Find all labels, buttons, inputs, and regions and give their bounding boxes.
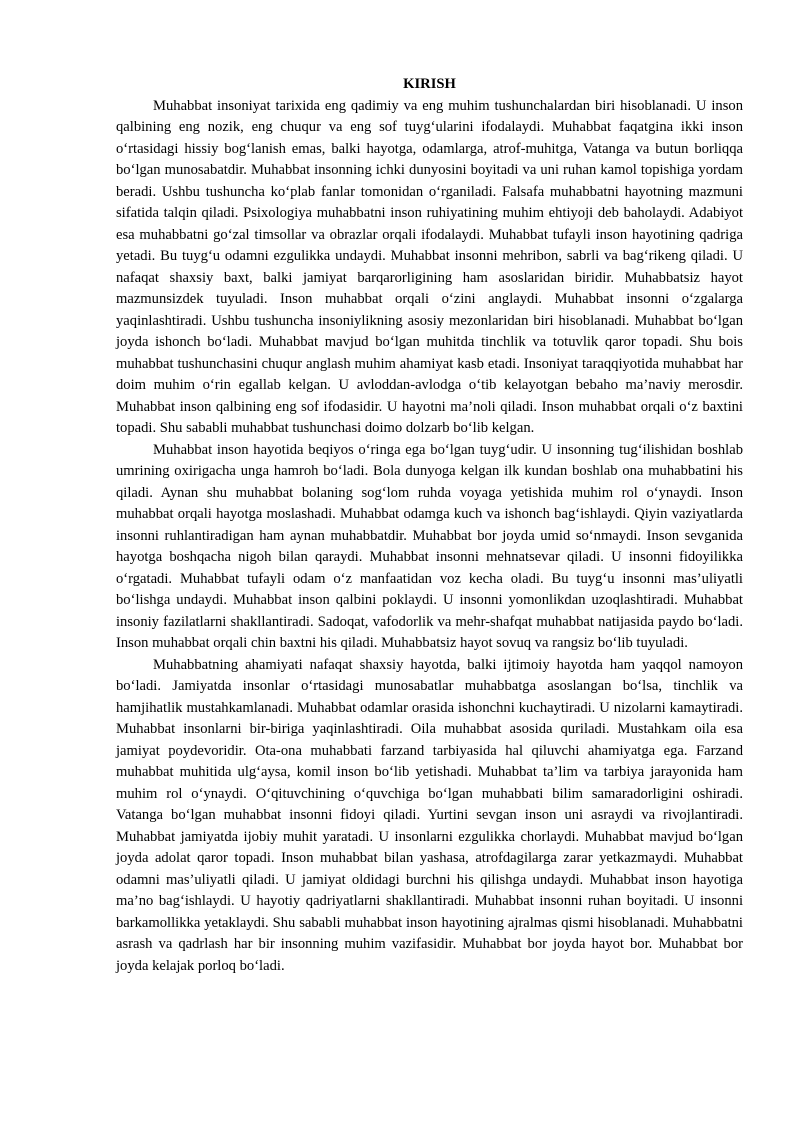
document-page (116, 74, 743, 977)
paragraph-3: Muhabbatning ahamiyati nafaqat shaxsiy hayotda, balki ijtimoiy hayotda ham yaqqol namoyon bo‘ladi. Jamiyatda insonlar o‘rtasidagi munosabatlar muhabbatga asoslangan bo‘lsa, tinchlik va hamjihatlik mustahkamlanadi. Muhabbat odamlar orasida ishonchni kuchaytiradi. U nizolarni kamaytiradi. Muhabbat insonlarni bir-biriga yaqinlashtiradi. Oila muhabbat asosida quriladi. Mustahkam oila esa jamiyat poydevoridir. Ota-ona muhabbati farzand tarbiyasida hal qiluvchi ahamiyatga ega. Farzand muhabbat muhitida ulg‘aysa, komil inson bo‘lib yetishadi. Muhabbat ta’lim va tarbiya jarayonida ham muhim rol o‘ynaydi. O‘qituvchining o‘quvchiga bo‘lgan muhabbati bilim samaradorligini oshiradi. Vatanga bo‘lgan muhabbat insonni fidoyi qiladi. Yurtini sevgan inson uni asraydi va rivojlantiradi. Muhabbat jamiyatda ijobiy muhit yaratadi. U insonlarni ezgulikka chorlaydi. Muhabbat mavjud bo‘lgan joyda adolat qaror topadi. Inson muhabbat bilan yashasa, atrofdagilarga zarar yetkazmaydi. Muhabbat odamni mas’uliyatli qiladi. U jamiyat oldidagi burchni his qilishga undaydi. Muhabbat inson hayotiga ma’no bag‘ishlaydi. U hayotiy qadriyatlarni shakllantiradi. Muhabbat insonni ruhan boyitadi. U insonni barkamollikka yetaklaydi. Shu sababli muhabbat inson hayotining ajralmas qismi hisoblanadi. Muhabbatni asrash va qadrlash har bir insonning muhim vazifasidir. Muhabbat bor joyda hayot bor. Muhabbat bor joyda kelajak porloq bo‘ladi. (116, 656, 743, 974)
document-title: KIRISH (403, 76, 456, 92)
paragraph-2: Muhabbat inson hayotida beqiyos o‘ringa ega bo‘lgan tuyg‘udir. U insonning tug‘ilishidan boshlab umrining oxirigacha unga hamroh bo‘ladi. Bola dunyoga kelgan ilk kundan boshlab ona muhabbatini his qiladi. Aynan shu muhabbat bolaning sog‘lom ruhda voyaga yetishida muhim rol o‘ynaydi. Inson muhabbat orqali hayotga moslashadi. Muhabbat odamga kuch va ishonch bag‘ishlaydi. Qiyin vaziyatlarda insonni ruhlantiradigan ham aynan muhabbatdir. Muhabbat bor joyda umid so‘nmaydi. Inson sevganida hayotga boshqacha nigoh bilan qaraydi. Muhabbat insonni mehnatsevar qiladi. U insonni fidoyilikka o‘rgatadi. Muhabbat tufayli odam o‘z manfaatidan voz kecha oladi. Bu tuyg‘u insonni mas’uliyatli bo‘lishga undaydi. Muhabbat inson qalbini poklaydi. U insonni yomonlikdan uzoqlashtiradi. Muhabbat insoniy fazilatlarni shakllantiradi. Sadoqat, vafodorlik va mehr-shafqat muhabbat natijasida paydo bo‘ladi. Inson muhabbat orqali chin baxtni his qiladi. Muhabbatsiz hayot sovuq va rangsiz bo‘lib tuyuladi. (116, 441, 743, 651)
paragraph-1: Muhabbat insoniyat tarixida eng qadimiy va eng muhim tushunchalardan biri hisoblanadi. U inson qalbining eng nozik, eng chuqur va eng sof tuyg‘ularini ifodalaydi. Muhabbat faqatgina ikki inson o‘rtasidagi hissiy bog‘lanish emas, balki hayotga, odamlarga, atrof-muhitga, Vatanga va butun borliqqa bo‘lgan munosabatdir. Muhabbat insonning ichki dunyosini boyitadi va uni ruhan kamol topishiga yordam beradi. Ushbu tushuncha ko‘plab fanlar tomonidan o‘rganiladi. Falsafa muhabbatni hayotning mazmuni sifatida talqin qiladi. Psixologiya muhabbatni inson ruhiyatining muhim ehtiyoji deb baholaydi. Adabiyot esa muhabbatni go‘zal timsollar va obrazlar orqali ifodalaydi. Muhabbat tufayli inson hayotining qadriga yetadi. Bu tuyg‘u odamni ezgulikka undaydi. Muhabbat insonni mehribon, sabrli va bag‘rikeng qiladi. U nafaqat shaxsiy baxt, balki jamiyat barqarorligining ham asoslaridan biridir. Muhabbatsiz hayot mazmunsizdek tuyuladi. Inson muhabbat orqali o‘zini anglaydi. Muhabbat insonni o‘zgalarga yaqinlashtiradi. Ushbu tushuncha insoniylikning asosiy mezonlaridan biri hisoblanadi. Muhabbat bo‘lgan joyda ishonch bo‘ladi. Muhabbat mavjud bo‘lgan muhitda tinchlik va totuvlik qaror topadi. Shu bois muhabbat tushunchasini chuqur anglash muhim ahamiyat kasb etadi. Insoniyat taraqqiyotida muhabbat har doim muhim o‘rin egallab kelgan. U avloddan-avlodga o‘tib kelayotgan bebaho ma’naviy merosdir. Muhabbat inson qalbining eng sof ifodasidir. U hayotni ma’noli qiladi. Inson muhabbat orqali o‘z baxtini topadi. Shu sababli muhabbat tushunchasi doimo dolzarb bo‘lib kelgan. (116, 97, 743, 436)
